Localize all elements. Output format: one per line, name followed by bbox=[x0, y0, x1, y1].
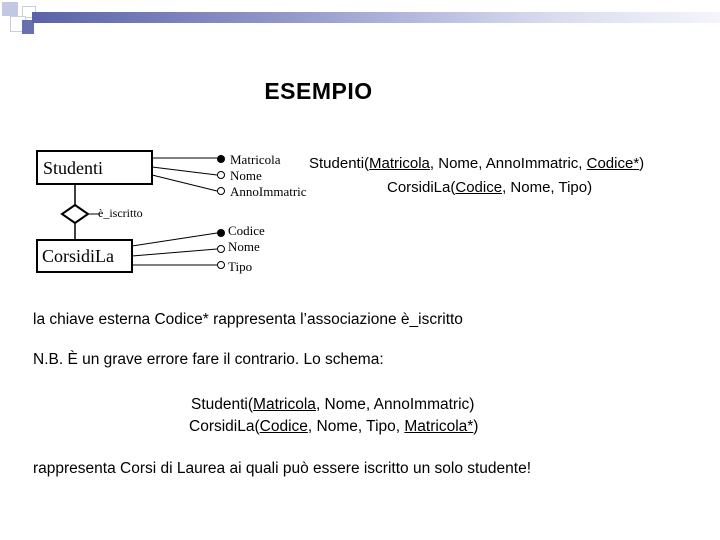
entity-studenti-label: Studenti bbox=[43, 158, 104, 178]
schema2-studenti: Studenti(Matricola, Nome, AnnoImmatric) bbox=[191, 396, 475, 413]
schema-corsidila: CorsidiLa(Codice, Nome, Tipo) bbox=[387, 179, 593, 196]
attr-dot bbox=[218, 246, 225, 253]
schema2-corsidila: CorsidiLa(Codice, Nome, Tipo, Matricola*) bbox=[189, 418, 479, 435]
relationship-label: è_iscritto bbox=[98, 206, 143, 220]
er-diagram bbox=[30, 145, 330, 280]
attr-label: Codice bbox=[228, 223, 265, 238]
attr-dot bbox=[218, 188, 225, 195]
attr-key-dot bbox=[217, 155, 225, 163]
foreign-key-note: la chiave esterna Codice* rappresenta l’associazione è_iscritto bbox=[33, 311, 463, 328]
warning-note: N.B. È un grave errore fare il contrario. Lo schema: bbox=[33, 351, 384, 368]
attr-dot bbox=[218, 262, 225, 269]
schema-studenti: Studenti(Matricola, Nome, AnnoImmatric, Codice*) bbox=[309, 155, 645, 172]
attr-label: Nome bbox=[230, 168, 262, 183]
attr-label: Tipo bbox=[228, 259, 253, 274]
entity-corsidila-label: CorsidiLa bbox=[42, 246, 114, 266]
header-bar bbox=[32, 12, 720, 23]
attr-label: Matricola bbox=[230, 152, 281, 167]
attr-label: Nome bbox=[228, 239, 260, 254]
conclusion-note: rappresenta Corsi di Laurea ai quali può essere iscritto un solo studente! bbox=[33, 460, 532, 477]
page-title: ESEMPIO bbox=[264, 78, 373, 104]
relationship-diamond bbox=[62, 205, 88, 223]
attr-dot bbox=[218, 172, 225, 179]
attr-key-dot bbox=[217, 229, 225, 237]
attr-label: AnnoImmatric bbox=[230, 184, 307, 199]
